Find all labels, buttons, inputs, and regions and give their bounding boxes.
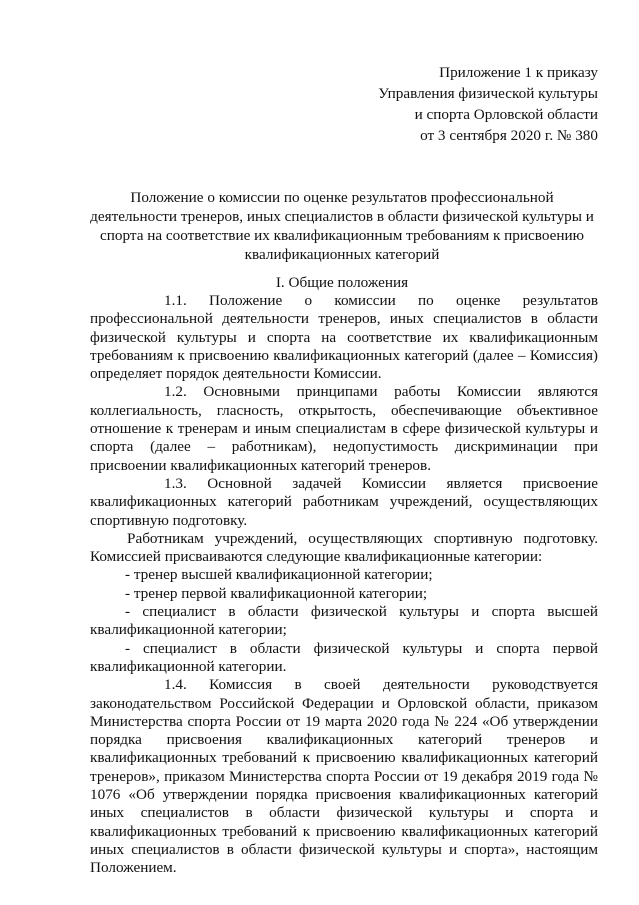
list-item: [90, 585, 598, 603]
paragraph-text: Работникам учреждений, осуществляющих спортивную подготовку. Комиссией присваиваются следующие квалификационные категории:: [90, 529, 598, 566]
appendix-line: Управления физической культуры: [378, 85, 598, 102]
appendix-line: Приложение 1 к приказу: [439, 64, 598, 81]
list-item: [90, 566, 598, 584]
section-heading: I. Общие положения: [275, 274, 409, 291]
paragraph: [90, 530, 598, 567]
paragraph-text: Основными принципами работы Комиссии являются коллегиальность, гласность, открытость, обеспечивающие объективное отношение к тренерам и иным специалистам в сфере физической культуры и спорта (далее – работникам), недопустимость дискриминации при присвоении квалификационных категорий тренеров.: [90, 383, 598, 474]
paragraph-text: Комиссия в своей деятельности руководствуется законодательством Российской Федерации и Орловской области, приказом Министерства спорта России от 19 марта 2020 года № 224 «Об утверждении порядка присвоения квалификационных категорий тренеров и квалификационных требований к присвоению квалификационных категорий тренеров», приказом Министерства спорта России от 19 декабря 2019 года № 1076 «Об утверждении порядка присвоения квалификационных категорий иных специалистов в области физической культуры и спорта и квалификационных требований к присвоению квалификационных категорий иных специалистов в области физической культуры и спорта», настоящим Положением.: [90, 676, 598, 877]
paragraph-number: 1.3.: [164, 474, 187, 492]
paragraph: [90, 676, 598, 877]
paragraph-number: 1.1.: [164, 292, 187, 309]
appendix-line: и спорта Орловской области: [414, 106, 598, 123]
paragraph: [90, 475, 598, 530]
paragraph-text: Положение о комиссии по оценке результатов профессиональной деятельности тренеров, иных специалистов в области физической культуры и спорта на соответствие их квалификационным требованиям к присвоению квалификационных категорий (далее – Комиссия) определяет порядок деятельности Комиссии.: [90, 292, 598, 383]
paragraph-text: Основной задачей Комиссии является присвоение квалификационных категорий работникам учреждений, осуществляющих спортивную подготовку.: [90, 474, 599, 529]
list-item-text: - специалист в области физической культуры и спорта высшей квалификационной категории;: [90, 603, 598, 639]
paragraph: [90, 383, 598, 474]
paragraph: [90, 292, 598, 383]
document-title: Положение о комиссии по оценке результатов профессиональной деятельности тренеров, иных специалистов в области физической культуры и спорта на соответствие их квалификационным требованиям к присвоению квалификационных категорий: [90, 189, 594, 263]
list-item: [90, 603, 598, 640]
list-item: [90, 640, 598, 677]
list-item-text: - тренер первой квалификационной категории;: [125, 584, 428, 602]
paragraph-number: 1.2.: [164, 383, 187, 401]
appendix-block: [278, 62, 598, 146]
list-item-text: - тренер высшей квалификационной категории;: [125, 566, 433, 584]
appendix-line: от 3 сентября 2020 г. № 380: [420, 127, 598, 144]
paragraph-number: 1.4.: [164, 676, 187, 694]
list-item-text: - специалист в области физической культуры и спорта первой квалификационной категории.: [90, 639, 598, 675]
section-body: [90, 292, 598, 878]
